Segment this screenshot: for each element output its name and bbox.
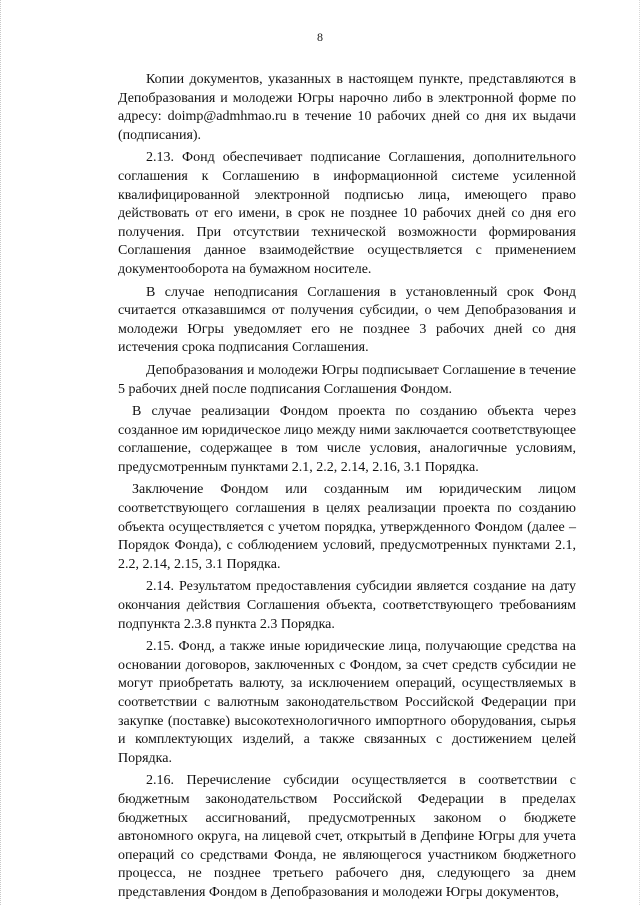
paragraph-non-signing: В случае неподписания Соглашения в установленный срок Фонд считается отказавшимся от получения субсидии, о чем Депобразования и молодежи Югры уведомляет его не позднее 3 рабочих дней со дня истечения срока подписания Соглашения.	[118, 284, 576, 356]
paragraph-signing-5-days: Депобразования и молодежи Югры подписывает Соглашение в течение 5 рабочих дней после подписания Соглашения Фондом.	[118, 362, 576, 397]
paragraph-2-15: 2.15. Фонд, а также иные юридические лица, получающие средства на основании договоров, заключенных с Фондом, за счет средств субсидии не могут приобретать валюту, за исключением операций, осуществляемых в соответствии с валютным законодательством Российской Федерации при закупке (поставке) высокотехнологичного импортного оборудования, сырья и комплектующих изделий, а также связанных с достижением целей Порядка.	[118, 639, 576, 766]
page-number: 8	[317, 30, 323, 44]
paragraph-fund-conclusion: Заключение Фондом или созданным им юридическим лицом соответствующего соглашения в целях реализации проекта по созданию объекта осуществляется с учетом порядка, утвержденного Фондом (далее – Порядок Фонда), с соблюдением условий, предусмотренных пунктами 2.1, 2.2, 2.14, 2.15, 3.1 Порядка.	[118, 482, 576, 572]
document-body	[118, 71, 576, 907]
paragraph-2-14: 2.14. Результатом предоставления субсидии является создание на дату окончания действия Соглашения объекта, соответствующего требованиям подпункта 2.3.8 пункта 2.3 Порядка.	[118, 579, 576, 632]
paragraph-legal-entity: В случае реализации Фондом проекта по созданию объекта через созданное им юридическое лицо между ними заключается соответствующее соглашение, содержащее в том числе условия, аналогичные условиям, предусмотренным пунктами 2.1, 2.2, 2.14, 2.16, 3.1 Порядка.	[118, 404, 576, 475]
paragraph-2-13: 2.13. Фонд обеспечивает подписание Соглашения, дополнительного соглашения к Соглашению в информационной системе усиленной квалифицированной электронной подписью лица, имеющего право действовать от его имени, в срок не позднее 10 рабочих дней со дня его получения. При отсутствии технической возможности формирования Соглашения данное взаимодействие осуществляется с применением документооборота на бумажном носителе.	[118, 150, 576, 277]
paragraph-2-16: 2.16. Перечисление субсидии осуществляется в соответствии с бюджетным законодательством Российской Федерации в пределах бюджетных ассигнований, предусмотренных законом о бюджете автономного округа, на лицевой счет, открытый в Депфине Югры для учета операций со средствами Фонда, не являющегося участником бюджетного процесса, не позднее третьего рабочего дня, следующего за днем представления Фондом в Депобразования и молодежи Югры документов,	[118, 773, 576, 900]
paragraph-copies: Копии документов, указанных в настоящем пункте, представляются в Депобразования и молодежи Югры нарочно либо в электронной форме по адресу: doimp@admhmao.ru в течение 10 рабочих дней со дня их выдачи (подписания).	[118, 72, 576, 143]
